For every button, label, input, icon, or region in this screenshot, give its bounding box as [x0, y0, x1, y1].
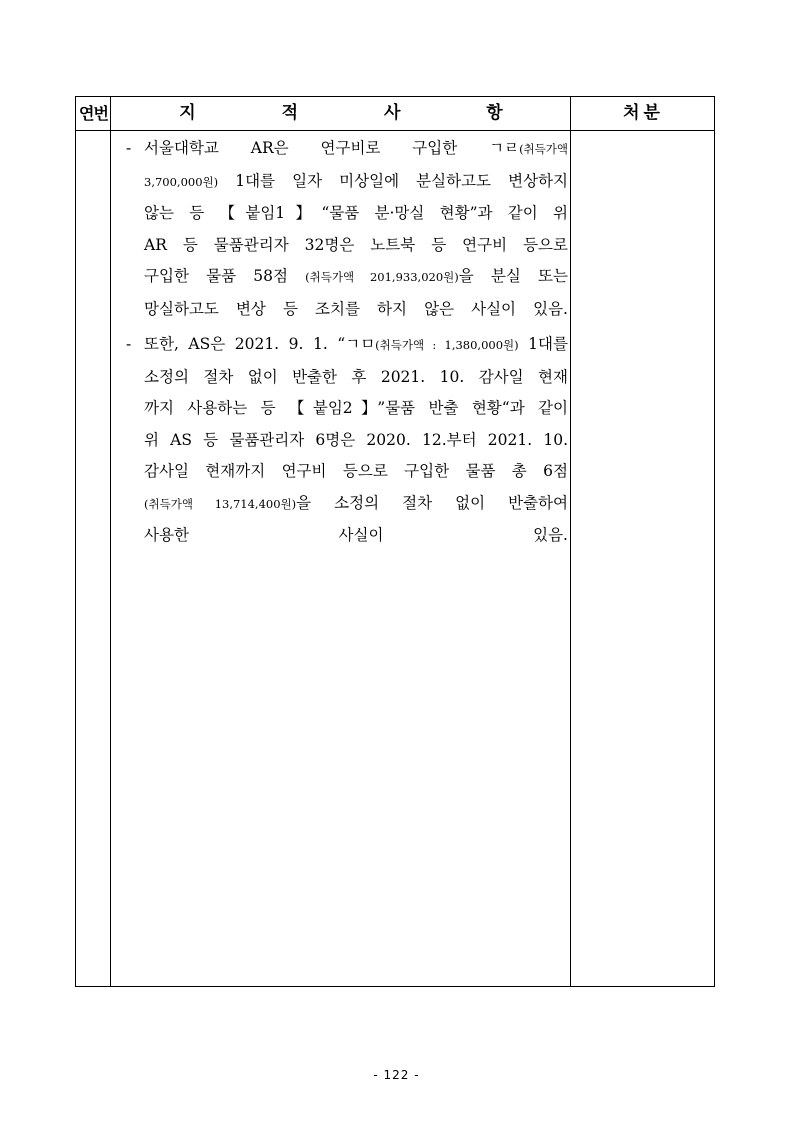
finding-line: 3,700,000원) 1대를 일자 미상일에 분실하고도 변상하지 [144, 171, 568, 190]
finding-item-1 [126, 133, 568, 325]
column-divider [570, 97, 571, 986]
finding-line: 감사일 현재까지 연구비 등으로 구입한 물품 총 6점 [144, 462, 568, 480]
header-serial-number: 연번 [79, 104, 108, 123]
header-disposition: 처분 [623, 103, 664, 123]
finding-line: (취득가액 13,714,400원)을 소정의 절차 없이 반출하여 [144, 493, 568, 512]
header-findings: 지 적 사 항 [179, 103, 543, 123]
findings-content [126, 133, 568, 556]
finding-line: 구입한 물품 58점 (취득가액 201,933,020원)을 분실 또는 [144, 267, 568, 285]
finding-line: 않는 등 【붙임1】“물품 분·망실 현황”과 같이 위 [144, 204, 568, 222]
bullet-dash: - [126, 139, 132, 157]
finding-line: 또한, AS은 2021. 9. 1. “ㄱㅁ(취득가액 : 1,380,000원) 1대를 [144, 335, 568, 353]
column-divider [110, 97, 111, 986]
finding-line: 소정의 절차 없이 반출한 후 2021. 10. 감사일 현재 [144, 367, 568, 386]
header-divider [76, 130, 714, 131]
finding-line: 사용한 사실이 있음. [144, 526, 568, 544]
finding-line: 서울대학교 AR은 연구비로 구입한 ㄱㄹ(취득가액 [144, 139, 568, 157]
finding-line: 망실하고도 변상 등 조치를 하지 않은 사실이 있음. [144, 299, 568, 318]
findings-table [75, 96, 715, 987]
finding-item-2 [126, 329, 568, 552]
bullet-dash: - [126, 335, 132, 353]
page-number: - 122 - [373, 1068, 420, 1082]
finding-line: 까지 사용하는 등 【붙임2】”물품 반출 현황“과 같이 [144, 399, 568, 417]
finding-line: AR 등 물품관리자 32명은 노트북 등 연구비 등으로 [144, 235, 568, 254]
finding-line: 위 AS 등 물품관리자 6명은 2020. 12.부터 2021. 10. [144, 430, 568, 449]
